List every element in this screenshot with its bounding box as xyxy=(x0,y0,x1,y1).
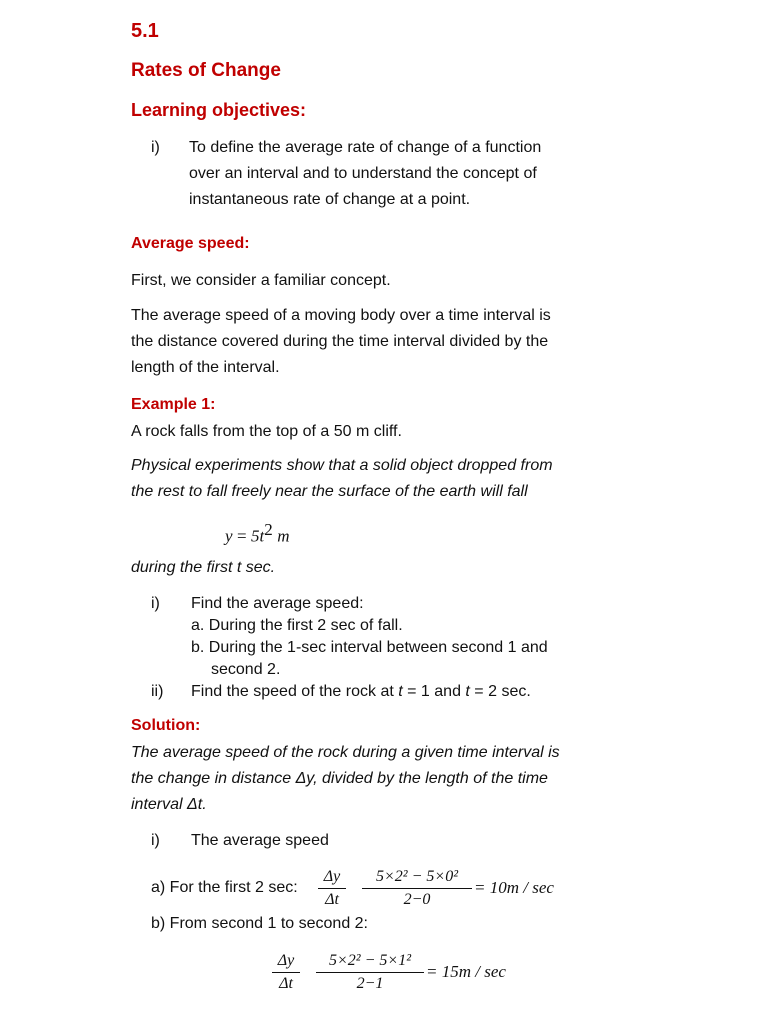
definition-line: The average speed of a moving body over a time interval is xyxy=(131,307,551,324)
calc-b-result: = 15m / sec xyxy=(426,962,506,981)
formula-lhs: y xyxy=(225,526,233,546)
solution-heading: Solution: xyxy=(131,717,201,734)
formula-eq: = xyxy=(237,526,247,546)
solution-i-marker: i) xyxy=(151,832,160,849)
example-line: A rock falls from the top of a 50 m cliff. xyxy=(131,423,402,440)
objective-line: instantaneous rate of change at a point. xyxy=(189,191,471,208)
section-number: 5.1 xyxy=(131,20,159,42)
definition-line: the distance covered during the time interval divided by the xyxy=(131,333,549,350)
calc-a-label: a) For the first 2 sec: xyxy=(151,879,298,896)
avg-speed-heading: Average speed: xyxy=(131,235,250,252)
solution-line: interval Δt. xyxy=(131,796,207,813)
physics-line: the rest to fall freely near the surface of the earth will fall xyxy=(131,483,528,500)
objective-line: To define the average rate of change of a function xyxy=(189,139,542,156)
task-ii-marker: ii) xyxy=(151,683,164,700)
solution-line: The average speed of the rock during a given time interval is xyxy=(131,744,560,761)
task-b-text: b. During the 1-sec interval between second 1 and xyxy=(191,639,548,656)
calc-b-value-fraction: 5×2² − 5×1² 2−1 xyxy=(316,951,424,994)
during-line: during the first t sec. xyxy=(131,559,276,576)
example-heading: Example 1: xyxy=(131,396,216,413)
calc-b-delta-fraction: Δy Δt xyxy=(272,951,300,994)
objective-marker: i) xyxy=(151,139,160,156)
formula-exponent: 2 xyxy=(264,520,273,539)
section-title: Rates of Change xyxy=(131,60,281,81)
calc-a-value-fraction: 5×2² − 5×0² 2−0 xyxy=(362,867,472,910)
physics-line: Physical experiments show that a solid object dropped from xyxy=(131,457,553,474)
formula-unit: m xyxy=(277,526,290,546)
task-a-text: a. During the first 2 sec of fall. xyxy=(191,617,403,634)
task-b-text-cont: second 2. xyxy=(211,661,281,678)
calc-a-result: = 10m / sec xyxy=(474,878,554,897)
definition-line: length of the interval. xyxy=(131,359,280,376)
objective-line: over an interval and to understand the concept of xyxy=(189,165,537,182)
calc-a-delta-fraction: Δy Δt xyxy=(318,867,346,910)
solution-line: the change in distance Δy, divided by the length of the time xyxy=(131,770,548,787)
calc-b-label: b) From second 1 to second 2: xyxy=(151,915,368,932)
task-ii-text: Find the speed of the rock at t = 1 and t = 2 sec. xyxy=(191,683,531,700)
intro-line: First, we consider a familiar concept. xyxy=(131,272,391,289)
solution-i-text: The average speed xyxy=(191,832,329,849)
formula-coef: 5t xyxy=(251,526,265,546)
fall-formula xyxy=(225,520,290,546)
objectives-heading: Learning objectives: xyxy=(131,100,307,120)
task-i-text: Find the average speed: xyxy=(191,595,364,612)
task-i-marker: i) xyxy=(151,595,160,612)
